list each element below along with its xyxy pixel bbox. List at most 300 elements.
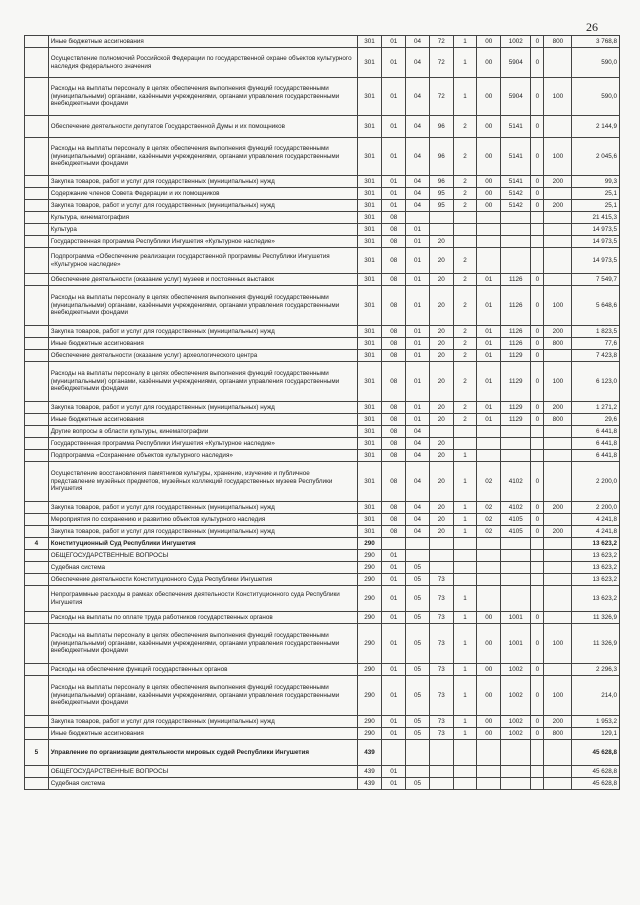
table-row (25, 362, 620, 402)
amount-cell: 6 441,8 (572, 426, 620, 438)
code-cell: 290 (357, 676, 382, 716)
code-cell: 05 (406, 728, 430, 740)
code-cell (501, 450, 531, 462)
table-row (25, 286, 620, 326)
code-cell: 200 (544, 326, 572, 338)
budget-table-body (25, 36, 620, 790)
code-cell: 04 (406, 116, 430, 138)
amount-cell: 21 415,3 (572, 212, 620, 224)
code-cell: 01 (406, 236, 430, 248)
code-cell (544, 438, 572, 450)
code-cell: 301 (357, 116, 382, 138)
amount-cell: 5 648,6 (572, 286, 620, 326)
amount-cell: 1 823,5 (572, 326, 620, 338)
code-cell: 1001 (501, 612, 531, 624)
table-row (25, 176, 620, 188)
code-cell: 1 (453, 612, 477, 624)
code-cell: 00 (477, 48, 501, 78)
code-cell: 1 (453, 450, 477, 462)
table-row (25, 502, 620, 514)
code-cell: 1002 (501, 728, 531, 740)
code-cell: 08 (382, 526, 406, 538)
code-cell: 301 (357, 138, 382, 176)
row-number-cell: 5 (25, 740, 49, 766)
code-cell: 08 (382, 502, 406, 514)
code-cell: 04 (406, 188, 430, 200)
code-cell (453, 538, 477, 550)
code-cell (406, 212, 430, 224)
code-cell (531, 586, 544, 612)
amount-cell: 13 623,2 (572, 550, 620, 562)
code-cell: 1002 (501, 664, 531, 676)
code-cell: 01 (477, 274, 501, 286)
code-cell (477, 778, 501, 790)
code-cell: 08 (382, 514, 406, 526)
row-number-cell (25, 200, 49, 212)
code-cell: 301 (357, 414, 382, 426)
code-cell: 08 (382, 224, 406, 236)
table-row (25, 574, 620, 586)
table-row (25, 138, 620, 176)
code-cell: 290 (357, 612, 382, 624)
code-cell: 01 (382, 612, 406, 624)
row-number-cell: 4 (25, 538, 49, 550)
row-number-cell (25, 414, 49, 426)
table-row (25, 438, 620, 450)
code-cell: 01 (406, 286, 430, 326)
item-name-cell: ОБЩЕГОСУДАРСТВЕННЫЕ ВОПРОСЫ (48, 550, 357, 562)
amount-cell: 1 271,2 (572, 402, 620, 414)
row-number-cell (25, 212, 49, 224)
code-cell (531, 426, 544, 438)
code-cell: 01 (477, 326, 501, 338)
code-cell (477, 538, 501, 550)
row-number-cell (25, 624, 49, 664)
code-cell: 290 (357, 664, 382, 676)
code-cell: 1 (453, 78, 477, 116)
code-cell: 301 (357, 502, 382, 514)
code-cell: 2 (453, 414, 477, 426)
code-cell: 0 (531, 402, 544, 414)
code-cell: 00 (477, 716, 501, 728)
code-cell: 04 (406, 450, 430, 462)
amount-cell: 13 623,2 (572, 586, 620, 612)
item-name-cell: Управление по организации деятельности мировых судей Республики Ингушетия (48, 740, 357, 766)
code-cell: 01 (382, 116, 406, 138)
code-cell: 96 (429, 138, 453, 176)
code-cell (531, 224, 544, 236)
code-cell: 2 (453, 274, 477, 286)
code-cell (501, 550, 531, 562)
amount-cell: 4 241,8 (572, 514, 620, 526)
code-cell (544, 586, 572, 612)
code-cell: 00 (477, 664, 501, 676)
code-cell: 04 (406, 176, 430, 188)
code-cell (477, 236, 501, 248)
code-cell: 01 (382, 586, 406, 612)
amount-cell: 45 628,8 (572, 778, 620, 790)
code-cell: 2 (453, 176, 477, 188)
item-name-cell: Судебная система (48, 778, 357, 790)
code-cell (477, 438, 501, 450)
table-row (25, 538, 620, 550)
code-cell (453, 550, 477, 562)
code-cell: 05 (406, 624, 430, 664)
table-row (25, 728, 620, 740)
code-cell: 00 (477, 188, 501, 200)
row-number-cell (25, 176, 49, 188)
row-number-cell (25, 728, 49, 740)
code-cell (531, 538, 544, 550)
code-cell: 01 (406, 326, 430, 338)
code-cell: 0 (531, 78, 544, 116)
row-number-cell (25, 612, 49, 624)
code-cell (477, 766, 501, 778)
code-cell: 0 (531, 274, 544, 286)
table-row (25, 414, 620, 426)
code-cell: 73 (429, 728, 453, 740)
code-cell: 00 (477, 612, 501, 624)
row-number-cell (25, 450, 49, 462)
code-cell: 1 (453, 36, 477, 48)
code-cell: 1 (453, 664, 477, 676)
code-cell: 800 (544, 414, 572, 426)
row-number-cell (25, 78, 49, 116)
code-cell (544, 562, 572, 574)
code-cell (501, 224, 531, 236)
code-cell: 01 (382, 624, 406, 664)
code-cell: 0 (531, 414, 544, 426)
code-cell: 20 (429, 526, 453, 538)
code-cell (544, 778, 572, 790)
code-cell (531, 574, 544, 586)
item-name-cell: Расходы на обеспечение функций государственных органов (48, 664, 357, 676)
code-cell: 04 (406, 138, 430, 176)
code-cell: 2 (453, 188, 477, 200)
code-cell (501, 778, 531, 790)
code-cell: 20 (429, 248, 453, 274)
code-cell (477, 224, 501, 236)
code-cell: 02 (477, 526, 501, 538)
code-cell: 01 (382, 138, 406, 176)
item-name-cell: Закупка товаров, работ и услуг для государственных (муниципальных) нужд (48, 176, 357, 188)
code-cell: 04 (406, 514, 430, 526)
code-cell: 4102 (501, 502, 531, 514)
code-cell: 05 (406, 664, 430, 676)
table-row (25, 624, 620, 664)
table-row (25, 274, 620, 286)
code-cell: 01 (382, 550, 406, 562)
code-cell: 301 (357, 326, 382, 338)
code-cell: 1 (453, 586, 477, 612)
item-name-cell: Закупка товаров, работ и услуг для государственных (муниципальных) нужд (48, 526, 357, 538)
table-row (25, 78, 620, 116)
code-cell: 301 (357, 526, 382, 538)
code-cell: 1 (453, 676, 477, 716)
code-cell: 1129 (501, 350, 531, 362)
amount-cell: 45 628,8 (572, 766, 620, 778)
code-cell: 20 (429, 514, 453, 526)
code-cell: 0 (531, 676, 544, 716)
code-cell: 1 (453, 462, 477, 502)
code-cell: 200 (544, 502, 572, 514)
code-cell: 301 (357, 350, 382, 362)
code-cell: 100 (544, 362, 572, 402)
item-name-cell: Закупка товаров, работ и услуг для государственных (муниципальных) нужд (48, 402, 357, 414)
code-cell: 01 (382, 188, 406, 200)
code-cell (544, 550, 572, 562)
amount-cell: 25,1 (572, 200, 620, 212)
code-cell: 5141 (501, 176, 531, 188)
code-cell: 800 (544, 338, 572, 350)
code-cell (477, 212, 501, 224)
code-cell: 20 (429, 402, 453, 414)
code-cell: 01 (382, 36, 406, 48)
code-cell: 20 (429, 462, 453, 502)
code-cell: 73 (429, 574, 453, 586)
code-cell: 301 (357, 274, 382, 286)
item-name-cell: Содержание членов Совета Федерации и их помощников (48, 188, 357, 200)
code-cell (544, 450, 572, 462)
item-name-cell: Закупка товаров, работ и услуг для государственных (муниципальных) нужд (48, 716, 357, 728)
code-cell: 5142 (501, 200, 531, 212)
page-number: 26 (586, 20, 598, 34)
code-cell: 73 (429, 664, 453, 676)
row-number-cell (25, 562, 49, 574)
code-cell (544, 350, 572, 362)
code-cell: 0 (531, 350, 544, 362)
code-cell (544, 612, 572, 624)
row-number-cell (25, 362, 49, 402)
code-cell: 200 (544, 402, 572, 414)
code-cell: 08 (382, 402, 406, 414)
code-cell: 5904 (501, 78, 531, 116)
code-cell: 04 (406, 48, 430, 78)
item-name-cell: Иные бюджетные ассигнования (48, 338, 357, 350)
code-cell: 08 (382, 326, 406, 338)
code-cell: 200 (544, 716, 572, 728)
code-cell: 05 (406, 562, 430, 574)
table-row (25, 716, 620, 728)
row-number-cell (25, 350, 49, 362)
table-row (25, 664, 620, 676)
code-cell (544, 274, 572, 286)
code-cell: 08 (382, 450, 406, 462)
code-cell: 301 (357, 338, 382, 350)
row-number-cell (25, 248, 49, 274)
item-name-cell: Осуществление восстановления памятников культуры, хранение, изучение и публичное представление музейных предметов, музейных коллекций государственных музеев Республики Ингушетия (48, 462, 357, 502)
code-cell: 439 (357, 766, 382, 778)
row-number-cell (25, 514, 49, 526)
table-row (25, 326, 620, 338)
amount-cell: 77,6 (572, 338, 620, 350)
code-cell: 1129 (501, 414, 531, 426)
code-cell: 20 (429, 326, 453, 338)
code-cell: 0 (531, 116, 544, 138)
item-name-cell: Культура, кинематография (48, 212, 357, 224)
code-cell (531, 562, 544, 574)
item-name-cell: Непрограммные расходы в рамках обеспечения деятельности Конституционного суда Республики Ингушетия (48, 586, 357, 612)
item-name-cell: Расходы на выплаты персоналу в целях обеспечения выполнения функций государственными (муниципальными) органами, казёнными учреждениями, органами управления государственными внебюджетными фондами (48, 138, 357, 176)
code-cell: 0 (531, 48, 544, 78)
code-cell (531, 778, 544, 790)
code-cell: 0 (531, 624, 544, 664)
code-cell (382, 538, 406, 550)
code-cell: 72 (429, 78, 453, 116)
amount-cell: 2 200,0 (572, 462, 620, 502)
amount-cell: 129,1 (572, 728, 620, 740)
code-cell: 00 (477, 200, 501, 212)
code-cell (544, 212, 572, 224)
item-name-cell: Государственная программа Республики Ингушетия «Культурное наследие» (48, 236, 357, 248)
code-cell: 20 (429, 414, 453, 426)
table-row (25, 188, 620, 200)
code-cell: 301 (357, 78, 382, 116)
code-cell: 301 (357, 212, 382, 224)
code-cell: 01 (406, 402, 430, 414)
row-number-cell (25, 574, 49, 586)
code-cell (544, 740, 572, 766)
code-cell: 05 (406, 716, 430, 728)
code-cell (406, 766, 430, 778)
code-cell (501, 212, 531, 224)
code-cell: 01 (406, 248, 430, 274)
code-cell: 02 (477, 502, 501, 514)
item-name-cell: Обеспечение деятельности Конституционного Суда Республики Ингушетия (48, 574, 357, 586)
row-number-cell (25, 778, 49, 790)
code-cell: 301 (357, 438, 382, 450)
code-cell (544, 462, 572, 502)
code-cell: 20 (429, 502, 453, 514)
table-row (25, 350, 620, 362)
code-cell (544, 514, 572, 526)
code-cell: 1 (453, 526, 477, 538)
code-cell: 301 (357, 426, 382, 438)
code-cell: 96 (429, 116, 453, 138)
code-cell (406, 550, 430, 562)
code-cell: 01 (477, 286, 501, 326)
code-cell: 2 (453, 248, 477, 274)
code-cell: 290 (357, 586, 382, 612)
code-cell: 0 (531, 514, 544, 526)
table-row (25, 676, 620, 716)
row-number-cell (25, 766, 49, 778)
row-number-cell (25, 236, 49, 248)
code-cell: 5904 (501, 48, 531, 78)
code-cell: 301 (357, 286, 382, 326)
code-cell: 08 (382, 462, 406, 502)
code-cell: 0 (531, 716, 544, 728)
code-cell: 01 (406, 224, 430, 236)
code-cell: 0 (531, 502, 544, 514)
table-row (25, 48, 620, 78)
code-cell: 301 (357, 188, 382, 200)
row-number-cell (25, 586, 49, 612)
code-cell: 02 (477, 462, 501, 502)
code-cell: 100 (544, 286, 572, 326)
item-name-cell: Закупка товаров, работ и услуг для государственных (муниципальных) нужд (48, 200, 357, 212)
amount-cell: 99,3 (572, 176, 620, 188)
code-cell (477, 740, 501, 766)
code-cell: 08 (382, 274, 406, 286)
code-cell (501, 740, 531, 766)
code-cell: 00 (477, 676, 501, 716)
code-cell (453, 236, 477, 248)
code-cell (544, 538, 572, 550)
code-cell: 01 (382, 728, 406, 740)
code-cell (501, 438, 531, 450)
code-cell: 20 (429, 338, 453, 350)
code-cell (453, 224, 477, 236)
table-row (25, 612, 620, 624)
item-name-cell: Иные бюджетные ассигнования (48, 36, 357, 48)
code-cell: 5141 (501, 138, 531, 176)
code-cell: 290 (357, 716, 382, 728)
code-cell (477, 248, 501, 274)
row-number-cell (25, 426, 49, 438)
item-name-cell: Обеспечение деятельности (оказание услуг) музеев и постоянных выставок (48, 274, 357, 286)
code-cell: 08 (382, 350, 406, 362)
code-cell: 0 (531, 664, 544, 676)
code-cell (531, 740, 544, 766)
code-cell: 301 (357, 402, 382, 414)
code-cell: 301 (357, 236, 382, 248)
item-name-cell: Иные бюджетные ассигнования (48, 414, 357, 426)
amount-cell: 13 623,2 (572, 538, 620, 550)
code-cell (501, 538, 531, 550)
code-cell: 01 (382, 200, 406, 212)
code-cell: 04 (406, 502, 430, 514)
code-cell: 00 (477, 36, 501, 48)
code-cell: 08 (382, 286, 406, 326)
code-cell: 2 (453, 338, 477, 350)
code-cell: 0 (531, 526, 544, 538)
code-cell (501, 248, 531, 274)
code-cell: 00 (477, 176, 501, 188)
code-cell: 01 (406, 338, 430, 350)
code-cell: 301 (357, 36, 382, 48)
code-cell: 08 (382, 236, 406, 248)
code-cell: 04 (406, 526, 430, 538)
row-number-cell (25, 438, 49, 450)
code-cell: 73 (429, 586, 453, 612)
code-cell: 0 (531, 326, 544, 338)
row-number-cell (25, 138, 49, 176)
code-cell: 301 (357, 48, 382, 78)
item-name-cell: Расходы на выплаты персоналу в целях обеспечения выполнения функций государственными (муниципальными) органами, казёнными учреждениями, органами управления государственными внебюджетными фондами (48, 676, 357, 716)
code-cell (429, 778, 453, 790)
code-cell: 301 (357, 450, 382, 462)
code-cell: 00 (477, 624, 501, 664)
code-cell: 2 (453, 286, 477, 326)
code-cell: 2 (453, 362, 477, 402)
code-cell (501, 766, 531, 778)
code-cell: 05 (406, 778, 430, 790)
table-row (25, 212, 620, 224)
code-cell: 01 (477, 362, 501, 402)
code-cell (453, 766, 477, 778)
code-cell: 08 (382, 438, 406, 450)
amount-cell: 29,6 (572, 414, 620, 426)
code-cell: 08 (382, 414, 406, 426)
code-cell (501, 426, 531, 438)
code-cell: 05 (406, 586, 430, 612)
code-cell: 1129 (501, 402, 531, 414)
code-cell: 1001 (501, 624, 531, 664)
code-cell: 96 (429, 176, 453, 188)
amount-cell: 1 953,2 (572, 716, 620, 728)
amount-cell: 2 144,9 (572, 116, 620, 138)
